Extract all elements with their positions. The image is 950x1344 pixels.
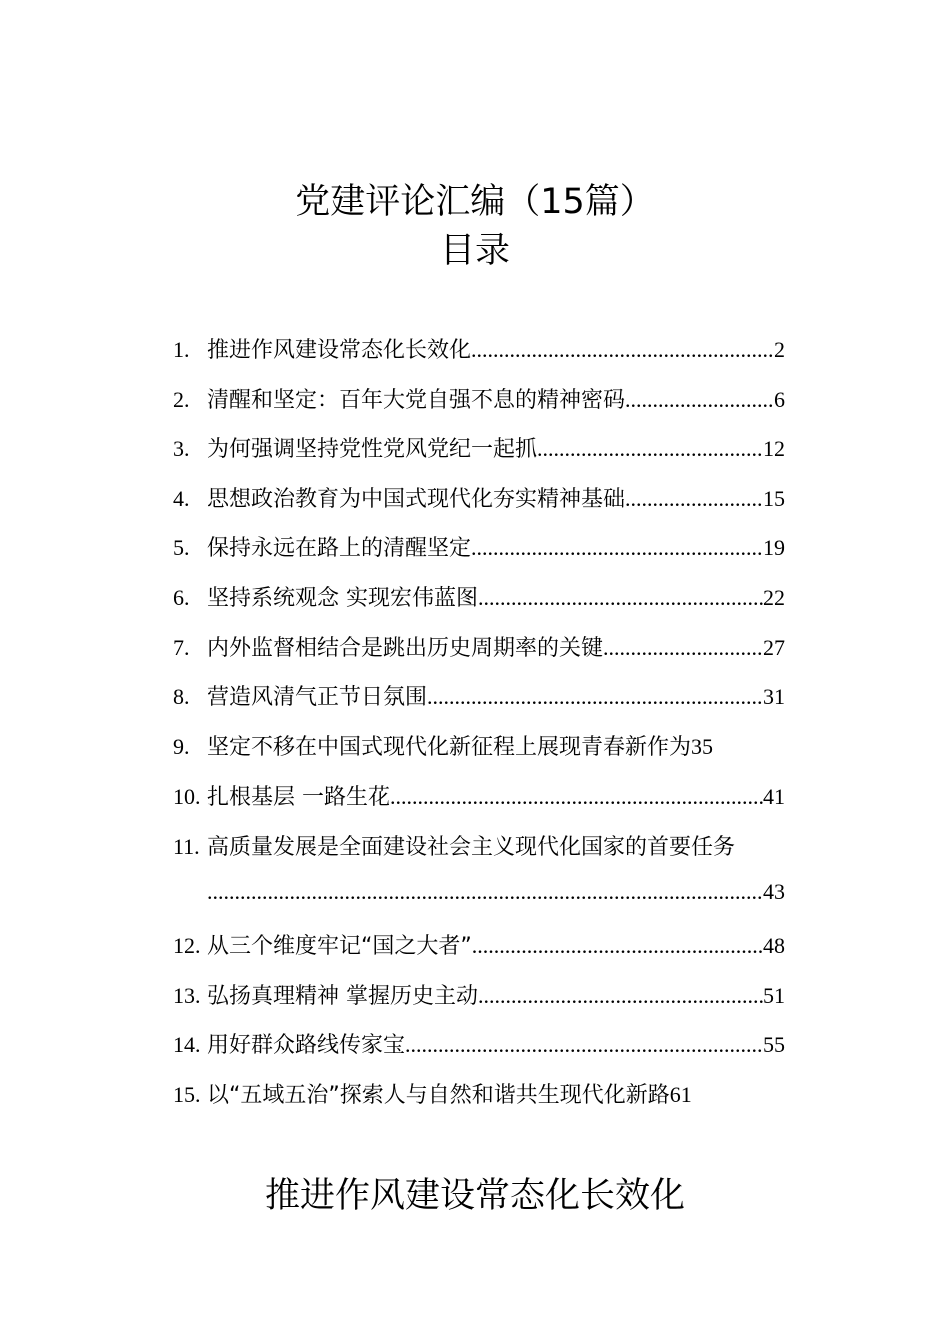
- toc-leader-dots: [537, 436, 763, 462]
- toc-number: 2.: [173, 387, 190, 412]
- toc-leader-dots: [472, 933, 763, 959]
- toc-leader-dots: [603, 635, 763, 661]
- toc-entry-8[interactable]: [173, 680, 785, 716]
- toc-number: 7.: [173, 635, 190, 660]
- toc-leader-dots: [390, 784, 763, 810]
- toc-entry-9[interactable]: [173, 730, 713, 766]
- toc-entry-3[interactable]: [173, 432, 785, 468]
- toc-entry-12[interactable]: [173, 929, 785, 965]
- toc-leader-dots: [471, 535, 763, 561]
- section-heading: 推进作风建设常态化长效化: [264, 1176, 685, 1216]
- toc-title: 营造风清气正节日氛围: [207, 685, 428, 710]
- toc-entry-11[interactable]: [173, 830, 735, 866]
- toc-leader-dots: [207, 879, 763, 905]
- toc-page-number: 51: [763, 983, 785, 1008]
- toc-page-number: 35: [691, 734, 714, 759]
- toc-number: 1.: [173, 337, 190, 362]
- toc-leader-dots: [625, 486, 763, 512]
- toc-entry-5[interactable]: [173, 531, 785, 567]
- toc-entry-14[interactable]: [173, 1028, 785, 1064]
- toc-number: 5.: [173, 535, 190, 560]
- toc-entry-10[interactable]: [173, 780, 785, 816]
- toc-entry-11-continuation[interactable]: [207, 879, 785, 915]
- toc-number: 14.: [173, 1032, 201, 1057]
- toc-page-number: 61: [669, 1082, 692, 1107]
- toc-leader-dots: [478, 585, 763, 611]
- toc-title: 从三个维度牢记“国之大者”: [207, 934, 472, 959]
- toc-leader-dots: [625, 387, 774, 413]
- toc-number: 15.: [173, 1082, 201, 1107]
- toc-leader-dots: [471, 337, 774, 363]
- toc-leader-dots: [478, 983, 763, 1009]
- toc-entry-15[interactable]: [173, 1078, 692, 1114]
- toc-entry-4[interactable]: [173, 482, 785, 518]
- toc-page-number: 55: [763, 1032, 785, 1057]
- toc-heading: 目录: [439, 231, 510, 271]
- toc-number: 13.: [173, 983, 201, 1008]
- toc-title: 以“五域五治”探索人与自然和谐共生现代化新路: [207, 1083, 670, 1108]
- toc-page-number: 19: [763, 535, 785, 560]
- toc-number: 4.: [173, 486, 190, 511]
- toc-number: 10.: [173, 784, 201, 809]
- toc-title: 扎根基层 一路生花: [207, 785, 390, 810]
- toc-page-number: 41: [763, 784, 785, 809]
- toc-title: 为何强调坚持党性党风党纪一起抓: [207, 437, 538, 462]
- toc-number: 12.: [173, 933, 201, 958]
- toc-title: 弘扬真理精神 掌握历史主动: [207, 984, 478, 1009]
- toc-entry-13[interactable]: [173, 979, 785, 1015]
- toc-page-number: 12: [763, 436, 785, 461]
- toc-entry-2[interactable]: [173, 383, 785, 419]
- toc-title: 高质量发展是全面建设社会主义现代化国家的首要任务: [207, 835, 736, 860]
- toc-page-number: 43: [763, 879, 785, 904]
- toc-page-number: 6: [774, 387, 785, 412]
- toc-number: 9.: [173, 734, 190, 759]
- toc-page-number: 15: [763, 486, 785, 511]
- toc-title: 清醒和坚定：百年大党自强不息的精神密码: [207, 388, 626, 413]
- toc-leader-dots: [405, 1032, 763, 1058]
- toc-number: 3.: [173, 436, 190, 461]
- toc-page-number: 22: [763, 585, 785, 610]
- toc-leader-dots: [427, 684, 763, 710]
- toc-number: 6.: [173, 585, 190, 610]
- toc-number: 11.: [173, 834, 200, 859]
- document-title: 党建评论汇编（15篇）: [295, 182, 655, 222]
- toc-title: 推进作风建设常态化长效化: [207, 338, 472, 363]
- toc-number: 8.: [173, 684, 190, 709]
- toc-page-number: 48: [763, 933, 785, 958]
- toc-entry-6[interactable]: [173, 581, 785, 617]
- toc-entry-7[interactable]: [173, 631, 785, 667]
- toc-title: 保持永远在路上的清醒坚定: [207, 536, 472, 561]
- toc-title: 内外监督相结合是跳出历史周期率的关键: [207, 636, 604, 661]
- toc-entry-1[interactable]: [173, 333, 785, 369]
- toc-page-number: 2: [774, 337, 785, 362]
- toc-title: 坚持系统观念 实现宏伟蓝图: [207, 586, 478, 611]
- toc-title: 坚定不移在中国式现代化新征程上展现青春新作为: [207, 735, 692, 760]
- toc-page-number: 27: [763, 635, 785, 660]
- toc-title: 思想政治教育为中国式现代化夯实精神基础: [207, 487, 626, 512]
- toc-page-number: 31: [763, 684, 785, 709]
- toc-title: 用好群众路线传家宝: [207, 1033, 406, 1058]
